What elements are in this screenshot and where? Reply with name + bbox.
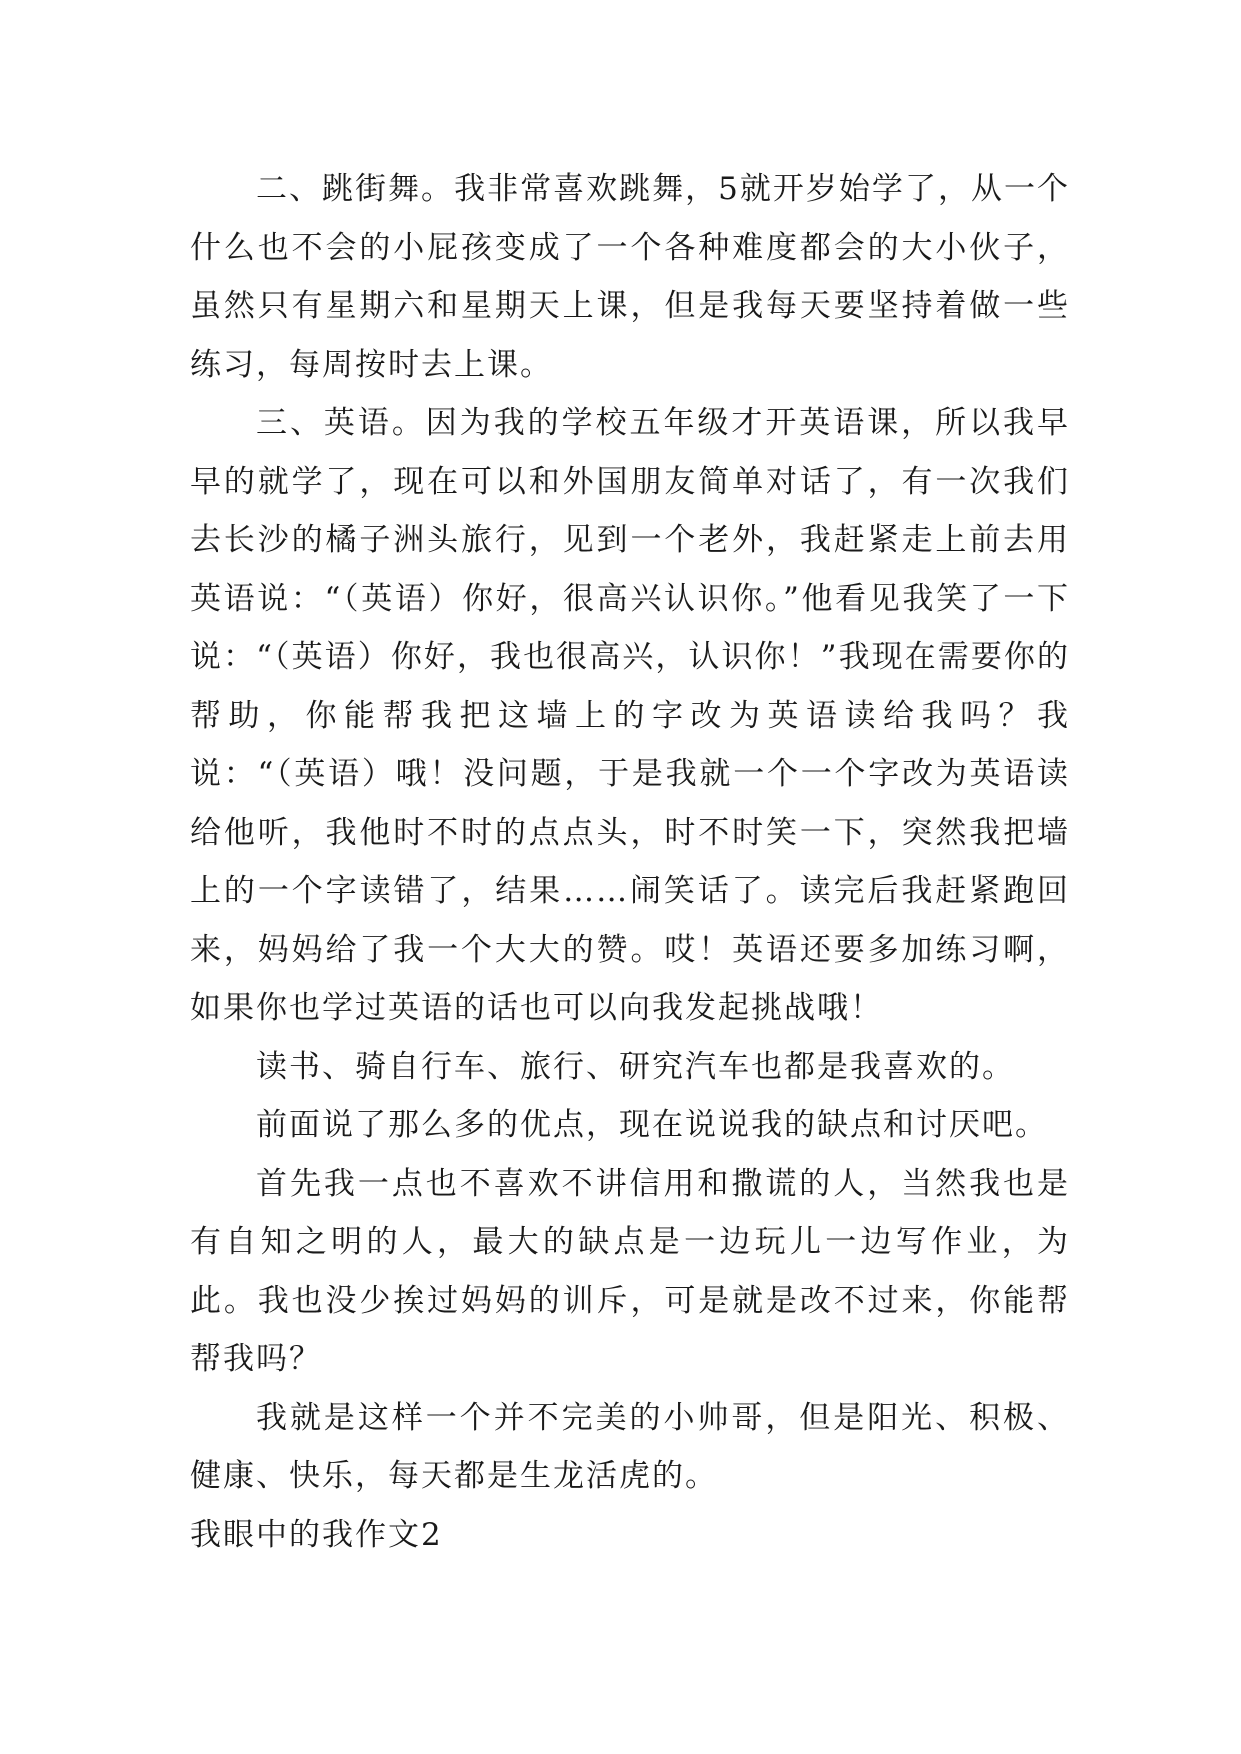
paragraph-shortcomings: 首先我一点也不喜欢不讲信用和撒谎的人，当然我也是有自知之明的人，最大的缺点是一边玩儿一边写作业，为此。我也没少挨过妈妈的训斥，可是就是改不过来，你能帮帮我吗？ bbox=[190, 1165, 1070, 1377]
paragraph-transition: 前面说了那么多的优点，现在说说我的缺点和讨厌吧。 bbox=[256, 1107, 1048, 1143]
paragraph-street-dance: 二、跳街舞。我非常喜欢跳舞，5就开岁始学了，从一个什么也不会的小屁孩变成了一个各种难度都会的大小伙子，虽然只有星期六和星期天上课，但是我每天要坚持着做一些练习，每周按时去上课。 bbox=[190, 171, 1070, 383]
paragraph-english: 三、英语。因为我的学校五年级才开英语课，所以我早早的就学了，现在可以和外国朋友简单对话了，有一次我们去长沙的橘子洲头旅行，见到一个老外，我赶紧走上前去用英语说：“（英语）你好，很高兴认识你。”他看见我笑了一下说：“（英语）你好，我也很高兴，认识你！”我现在需要你的帮助，你能帮我把这墙上的字改为英语读给我吗？我说：“（英语）哦！没问题，于是我就一个一个字改为英语读给他听，我他时不时的点点头，时不时笑一下，突然我把墙上的一个字读错了，结果……闹笑话了。读完后我赶紧跑回来，妈妈给了我一个大大的赞。哎！英语还要多加练习啊，如果你也学过英语的话也可以向我发起挑战哦！ bbox=[190, 405, 1070, 1026]
document-body bbox=[190, 160, 1070, 1564]
essay-heading: 我眼中的我作文2 bbox=[190, 1516, 443, 1553]
paragraph-conclusion: 我就是这样一个并不完美的小帅哥，但是阳光、积极、健康、快乐，每天都是生龙活虎的。 bbox=[190, 1399, 1070, 1494]
paragraph-hobbies: 读书、骑自行车、旅行、研究汽车也都是我喜欢的。 bbox=[256, 1048, 1015, 1085]
